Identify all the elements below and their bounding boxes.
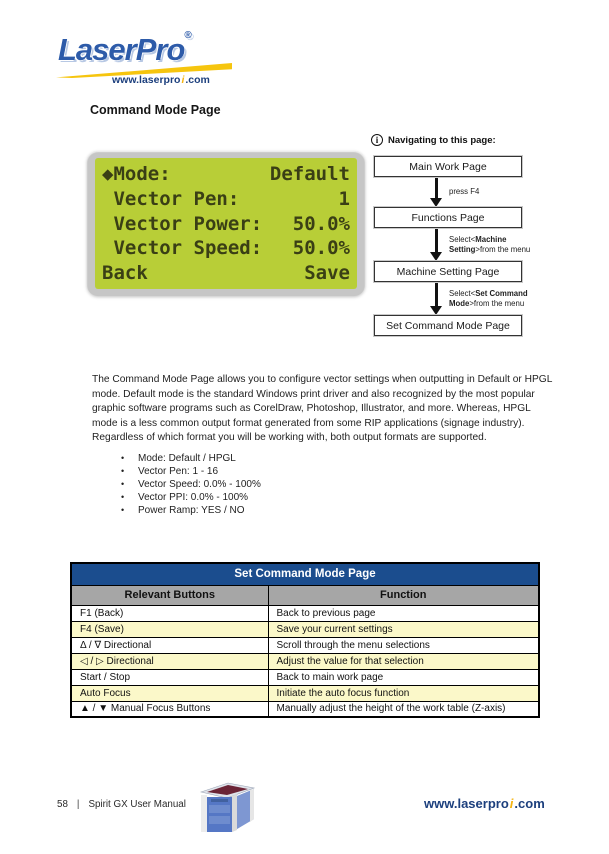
flowchart-box-main-work-page: Main Work Page — [374, 156, 522, 177]
table-row — [71, 685, 539, 701]
flowchart-box-functions-page: Functions Page — [374, 207, 522, 228]
down-arrow-icon — [430, 177, 442, 207]
flowchart-box-machine-setting-page: Machine Setting Page — [374, 261, 522, 282]
cell-function: Save your current settings — [268, 621, 539, 637]
navigation-flowchart — [370, 134, 570, 336]
logo-url-prefix: www.laserpro — [112, 74, 181, 86]
arrow-label-post: >from the menu — [475, 244, 531, 254]
description-paragraph: The Command Mode Page allows you to configure vector settings when outputting in Default or HPGL mode. Default mode is the standard Windows print driver and also recognized by the most popular graphic software programs such as CorelDraw, Photoshop, Illustrator, and more. Whereas, HPGL mode is a less common output format generated from some RIP applications (signage industry). Regardless of which format you will be working with, both output formats are supported. — [92, 374, 553, 444]
table-row — [71, 653, 539, 669]
lcd-save-softkey: Save — [304, 262, 350, 284]
column-header-relevant-buttons: Relevant Buttons — [71, 585, 268, 605]
bullet-icon: • — [121, 466, 125, 476]
flowchart-header — [371, 134, 570, 146]
info-icon: i — [371, 134, 383, 146]
table-title: Set Command Mode Page — [71, 563, 539, 585]
lcd-pen-label-group — [102, 188, 239, 210]
arrow-label-pre: Select< — [449, 288, 476, 298]
cell-function: Scroll through the menu selections — [268, 637, 539, 653]
footer-url-accent: i — [509, 796, 514, 811]
cell-function: Initiate the auto focus function — [268, 685, 539, 701]
lcd-screen — [95, 158, 357, 289]
lcd-mode-value: Default — [269, 163, 350, 185]
cell-button: ◁ / ▷ Directional — [71, 653, 268, 669]
list-item — [121, 478, 261, 491]
table-row — [71, 669, 539, 685]
logo-brand-text — [58, 32, 192, 68]
manual-title: Spirit GX User Manual — [88, 799, 186, 810]
bullet-icon: • — [121, 505, 125, 515]
laserpro-logo — [56, 30, 256, 90]
bullet-text-power-ramp: Power Ramp: YES / NO — [138, 505, 245, 516]
lcd-mode-label-group — [102, 163, 171, 185]
logo-url — [112, 74, 210, 86]
table-row — [71, 637, 539, 653]
cell-button: ▲ / ▼ Manual Focus Buttons — [71, 701, 268, 717]
lcd-speed-value: 50.0% — [292, 237, 350, 260]
lcd-row-vector-pen — [102, 188, 350, 210]
bullet-icon: • — [121, 453, 125, 463]
lcd-display-frame — [87, 151, 365, 296]
set-command-mode-table — [70, 562, 540, 718]
lcd-back-softkey: Back — [102, 262, 148, 284]
arrow-label-set-command-mode — [449, 289, 549, 309]
page-title: Command Mode Page — [90, 103, 221, 117]
logo-url-accent: i — [181, 74, 185, 86]
lcd-power-label-group — [102, 213, 262, 235]
lcd-row-vector-power — [102, 213, 350, 235]
lcd-speed-label-group — [102, 237, 262, 259]
cell-function: Back to previous page — [268, 605, 539, 621]
arrow-label-press-f4 — [449, 187, 549, 197]
arrow-label-pre: Select< — [449, 234, 476, 244]
footer-page-info — [57, 799, 186, 810]
bullet-text-mode: Mode: Default / HPGL — [138, 453, 236, 464]
footer-url-suffix: .com — [514, 796, 545, 811]
registered-mark: ® — [184, 30, 192, 41]
column-header-function: Function — [268, 585, 539, 605]
list-item — [121, 465, 261, 478]
cell-button: Δ / ∇ Directional — [71, 637, 268, 653]
flowchart-step-press-f4 — [370, 177, 570, 207]
lcd-pen-label: Vector Pen: — [113, 187, 240, 210]
footer-separator: | — [76, 799, 80, 810]
logo-brand: LaserPro — [58, 32, 185, 67]
bullet-icon: • — [121, 492, 125, 502]
table-row — [71, 621, 539, 637]
flowchart-step-set-command-mode — [370, 282, 570, 315]
lcd-pen-value: 1 — [338, 187, 350, 210]
list-item — [121, 452, 261, 465]
cell-function: Manually adjust the height of the work table (Z-axis) — [268, 701, 539, 717]
table-row — [71, 605, 539, 621]
down-arrow-icon — [430, 228, 442, 261]
laser-machine-image — [198, 775, 256, 837]
list-item — [121, 491, 261, 504]
arrow-label-bold: Set Command Mode — [449, 288, 528, 308]
lcd-row-mode — [102, 163, 350, 185]
page-number: 58 — [57, 799, 68, 810]
cell-button: F4 (Save) — [71, 621, 268, 637]
bullet-text-vector-pen: Vector Pen: 1 - 16 — [138, 466, 219, 477]
footer-url-link[interactable] — [424, 796, 545, 811]
footer-url-prefix: www.laserpro — [424, 796, 509, 811]
table-title-row — [71, 563, 539, 585]
arrow-label-post: >from the menu — [469, 298, 525, 308]
bullet-text-vector-speed: Vector Speed: 0.0% - 100% — [138, 479, 261, 490]
bullet-icon: • — [121, 479, 125, 489]
lcd-power-value: 50.0% — [292, 212, 350, 235]
cell-button: Auto Focus — [71, 685, 268, 701]
lcd-mode-label: Mode: — [113, 163, 171, 185]
logo-url-suffix: .com — [185, 74, 210, 86]
settings-bullet-list — [121, 452, 261, 517]
cell-button: F1 (Back) — [71, 605, 268, 621]
table-row — [71, 701, 539, 717]
lcd-softkey-row — [102, 262, 350, 284]
lcd-speed-label: Vector Speed: — [113, 237, 263, 260]
arrow-label-text: press F4 — [449, 187, 480, 196]
cell-button: Start / Stop — [71, 669, 268, 685]
lcd-power-label: Vector Power: — [113, 212, 263, 235]
flowchart-header-label: Navigating to this page: — [388, 134, 496, 146]
flowchart-box-set-command-mode-page: Set Command Mode Page — [374, 315, 522, 336]
arrow-label-machine-setting — [449, 235, 549, 255]
down-arrow-icon — [430, 282, 442, 315]
cursor-diamond-icon: ◆ — [102, 163, 114, 185]
lcd-row-vector-speed — [102, 237, 350, 259]
list-item — [121, 504, 261, 517]
cell-function: Back to main work page — [268, 669, 539, 685]
cell-function: Adjust the value for that selection — [268, 653, 539, 669]
bullet-text-vector-ppi: Vector PPI: 0.0% - 100% — [138, 492, 249, 503]
flowchart-step-machine-setting — [370, 228, 570, 261]
table-header-row — [71, 585, 539, 605]
arrow-label-bold: Machine Setting — [449, 234, 507, 254]
